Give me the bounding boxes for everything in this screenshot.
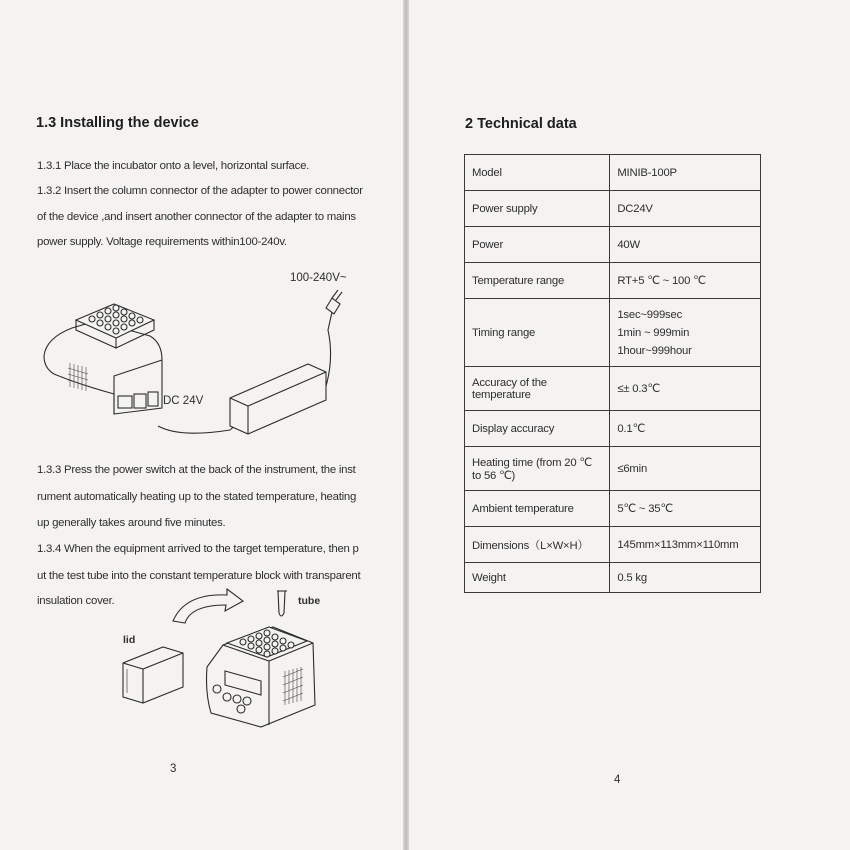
page-number-left: 3 [170, 763, 177, 775]
spec-row [465, 299, 761, 367]
section-heading-installing: 1.3 Installing the device [36, 115, 199, 131]
book-spine [403, 0, 409, 850]
spec-key: Weight [465, 563, 610, 593]
spec-value [610, 527, 761, 563]
spec-value-line: 1sec~999sec [617, 308, 683, 321]
lid-label: lid [123, 634, 136, 646]
spec-value-line: 5℃ ~ 35℃ [617, 502, 673, 515]
install-text-line: 1.3.1 Place the incubator onto a level, horizontal surface. [37, 160, 310, 172]
operation-text-line: up generally takes around five minutes. [37, 517, 226, 529]
page-number-right: 4 [614, 774, 621, 786]
operation-text-line: rument automatically heating up to the stated temperature, heating [37, 491, 357, 503]
spec-value [610, 191, 761, 227]
operation-text-line: 1.3.3 Press the power switch at the back of the instrument, the inst [37, 464, 356, 476]
tube-loading-illustration [115, 585, 335, 735]
spec-row [465, 191, 761, 227]
section-heading-technical-data: 2 Technical data [465, 116, 577, 132]
spec-row [465, 155, 761, 191]
technical-data-table [464, 154, 761, 593]
spec-row [465, 367, 761, 411]
install-text-line: 1.3.2 Insert the column connector of the adapter to power connector [37, 185, 363, 197]
spec-row [465, 263, 761, 299]
install-text-line: of the device ,and insert another connector of the adapter to mains [37, 211, 356, 223]
spec-key: Power [465, 227, 610, 263]
spec-value [610, 563, 761, 593]
spec-key: Model [465, 155, 610, 191]
spec-row [465, 563, 761, 593]
voltage-label: 100-240V~ [290, 272, 347, 284]
spec-value [610, 155, 761, 191]
operation-text-line: 1.3.4 When the equipment arrived to the target temperature, then p [37, 543, 359, 555]
spec-value-line: MINIB-100P [617, 166, 677, 179]
spec-key: Temperature range [465, 263, 610, 299]
spec-key: Dimensions（L×W×H） [465, 527, 610, 563]
spec-value-line: 0.1℃ [617, 422, 645, 435]
spec-value [610, 367, 761, 411]
spec-value-line: 1hour~999hour [617, 344, 692, 357]
spec-key: Display accuracy [465, 411, 610, 447]
spec-value-line: RT+5 ℃ ~ 100 ℃ [617, 274, 706, 287]
spec-value-line: 0.5 kg [617, 571, 647, 584]
spec-value [610, 411, 761, 447]
spec-value-line: ≤± 0.3℃ [617, 382, 660, 395]
spec-value-line: DC24V [617, 202, 653, 215]
spec-key: Power supply [465, 191, 610, 227]
spec-value-line: 1min ~ 999min [617, 326, 690, 339]
install-text-line: power supply. Voltage requirements within100-240v. [37, 236, 287, 248]
spec-row [465, 411, 761, 447]
dc-voltage-label: DC 24V [163, 395, 204, 407]
spec-key: Ambient temperature [465, 491, 610, 527]
spec-value [610, 491, 761, 527]
spec-value-line: 40W [617, 238, 640, 251]
spec-value-line: ≤6min [617, 462, 648, 475]
spec-value [610, 227, 761, 263]
tube-label: tube [298, 595, 321, 607]
incubator-adapter-illustration [30, 268, 370, 448]
spec-value [610, 299, 761, 367]
spec-key: Timing range [465, 299, 610, 367]
spec-value [610, 263, 761, 299]
operation-text-line: ut the test tube into the constant temperature block with transparent [37, 570, 361, 582]
spec-row [465, 527, 761, 563]
spec-value-line: 145mm×113mm×110mm [617, 538, 739, 551]
spec-row [465, 227, 761, 263]
spec-row [465, 447, 761, 491]
spec-key: Heating time (from 20 ℃ to 56 ℃) [465, 447, 610, 491]
operation-text-line: insulation cover. [37, 595, 115, 607]
spec-value [610, 447, 761, 491]
spec-key: Accuracy of the temperature [465, 367, 610, 411]
spec-row [465, 491, 761, 527]
